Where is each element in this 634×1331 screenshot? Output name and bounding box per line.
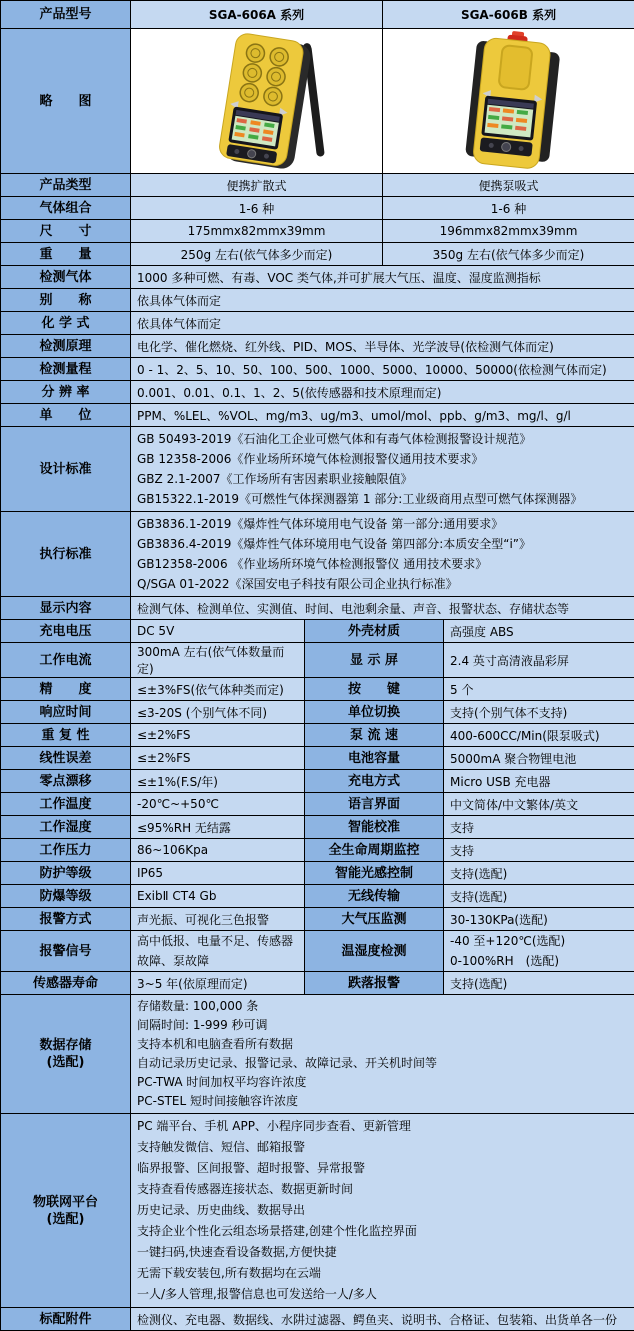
table-row (1, 266, 634, 289)
row-label: 无线传输 (305, 885, 444, 908)
row-label: 报警信号 (1, 931, 131, 972)
row-label: 智能校准 (305, 816, 444, 839)
value-line: 故障、泵故障 (137, 951, 300, 971)
spec-value-b: 196mmx82mmx39mm (383, 220, 634, 243)
table-row (1, 512, 634, 597)
table-row (1, 243, 634, 266)
spec-value-a: 175mmx82mmx39mm (131, 220, 383, 243)
label-line: 物联网平台 (2, 1194, 129, 1211)
row-label: 单位切换 (305, 701, 444, 724)
spec-value: ≤±1%(F.S/年) (131, 770, 305, 793)
standard-line: GB15322.1-2019《可燃性气体探测器第 1 部分:工业级商用点型可燃气体探测器》 (137, 489, 628, 509)
product-photo-cell-b (383, 29, 634, 174)
standard-line: GB3836.1-2019《爆炸性气体环境用电气设备 第一部分:通用要求》 (137, 514, 628, 534)
row-label: 工作温度 (1, 793, 131, 816)
feature-line: 支持查看传感器连接状态、数据更新时间 (137, 1179, 628, 1200)
spec-value: 5 个 (444, 678, 634, 701)
table-row (1, 908, 634, 931)
spec-value: 支持(选配) (444, 972, 634, 995)
spec-value: 声光振、可视化三色报警 (131, 908, 305, 931)
sketch-label: 略 图 (1, 29, 131, 174)
table-row (1, 289, 634, 312)
row-label: 全生命周期监控 (305, 839, 444, 862)
row-label: 化 学 式 (1, 312, 131, 335)
spec-value: ExibⅡ CT4 Gb (131, 885, 305, 908)
spec-value: 0 - 1、2、5、10、50、100、500、1000、5000、10000、50000(依检测气体而定) (131, 358, 634, 381)
table-row (1, 312, 634, 335)
product-photo-diffusion-detector (131, 30, 383, 172)
row-label: 精 度 (1, 678, 131, 701)
table-row (1, 174, 634, 197)
feature-line: 一人/多人管理,报警信息也可发送给一人/多人 (137, 1284, 628, 1305)
spec-value: 86~106Kpa (131, 839, 305, 862)
row-label: 重 复 性 (1, 724, 131, 747)
row-label: 温湿度检测 (305, 931, 444, 972)
value-line: 高中低报、电量不足、传感器 (137, 931, 300, 951)
feature-line: 存储数量: 100,000 条 (137, 997, 628, 1016)
table-row (1, 381, 634, 404)
row-label: 别 称 (1, 289, 131, 312)
spec-value: 支持(选配) (444, 885, 634, 908)
row-label: 传感器寿命 (1, 972, 131, 995)
feature-line: PC-STEL 短时间接触容许浓度 (137, 1092, 628, 1111)
row-label: 单 位 (1, 404, 131, 427)
standard-line: GB 12358-2006《作业场所环境气体检测报警仪通用技术要求》 (137, 449, 628, 469)
row-label: 泵 流 速 (305, 724, 444, 747)
spec-value (131, 931, 305, 972)
spec-value-a: 250g 左右(依气体多少而定) (131, 243, 383, 266)
feature-line: 自动记录历史记录、报警记录、故障记录、开关机时间等 (137, 1054, 628, 1073)
spec-value: Micro USB 充电器 (444, 770, 634, 793)
spec-value: ≤±2%FS (131, 724, 305, 747)
spec-value: 电化学、催化燃烧、红外线、PID、MOS、半导体、光学波导(依检测气体而定) (131, 335, 634, 358)
row-label: 大气压监测 (305, 908, 444, 931)
row-label: 产品类型 (1, 174, 131, 197)
iot-platform-list (131, 1114, 634, 1308)
feature-line: 历史记录、历史曲线、数据导出 (137, 1200, 628, 1221)
standard-line: GB12358-2006 《作业场所环境气体检测报警仪 通用技术要求》 (137, 554, 628, 574)
feature-line: PC-TWA 时间加权平均容许浓度 (137, 1073, 628, 1092)
row-label: 分 辨 率 (1, 381, 131, 404)
feature-line: 间隔时间: 1-999 秒可调 (137, 1016, 628, 1035)
row-label: 防护等级 (1, 862, 131, 885)
row-label: 报警方式 (1, 908, 131, 931)
value-line: -40 至+120℃(选配) (450, 931, 630, 951)
model-b-title: SGA-606B 系列 (383, 1, 634, 29)
product-photo-cell-a (131, 29, 383, 174)
row-label: 显 示 屏 (305, 643, 444, 678)
spec-value: ≤3-20S (个别气体不同) (131, 701, 305, 724)
table-row (1, 620, 634, 643)
spec-value: PPM、%LEL、%VOL、mg/m3、ug/m3、umol/mol、ppb、g/m3、mg/l、g/l (131, 404, 634, 427)
row-label: 工作湿度 (1, 816, 131, 839)
spec-value: 5000mA 聚合物锂电池 (444, 747, 634, 770)
row-label: 标配附件 (1, 1308, 131, 1331)
row-label: 设计标准 (1, 427, 131, 512)
row-label: 气体组合 (1, 197, 131, 220)
row-label: 显示内容 (1, 597, 131, 620)
row-label: 线性误差 (1, 747, 131, 770)
design-standards-list (131, 427, 634, 512)
model-a-title: SGA-606A 系列 (131, 1, 383, 29)
row-label: 执行标准 (1, 512, 131, 597)
data-storage-list (131, 995, 634, 1114)
header-label: 产品型号 (1, 1, 131, 29)
value-line: 0-100%RH (选配) (450, 951, 630, 971)
spec-value-b: 350g 左右(依气体多少而定) (383, 243, 634, 266)
table-row (1, 816, 634, 839)
table-row (1, 747, 634, 770)
table-row (1, 1, 634, 29)
row-label: 检测气体 (1, 266, 131, 289)
feature-line: PC 端平台、手机 APP、小程序同步查看、更新管理 (137, 1116, 628, 1137)
spec-value: 2.4 英寸高清液晶彩屏 (444, 643, 634, 678)
feature-line: 支持企业个性化云组态场景搭建,创建个性化监控界面 (137, 1221, 628, 1242)
spec-value: 依具体气体而定 (131, 289, 634, 312)
row-label: 智能光感控制 (305, 862, 444, 885)
table-row (1, 1308, 634, 1331)
spec-value: 中文简体/中文繁体/英文 (444, 793, 634, 816)
feature-line: 支持本机和电脑查看所有数据 (137, 1035, 628, 1054)
label-line: 数据存储 (2, 1037, 129, 1054)
standard-line: Q/SGA 01-2022《深国安电子科技有限公司企业执行标准》 (137, 574, 628, 594)
table-row (1, 972, 634, 995)
spec-value: ≤95%RH 无结露 (131, 816, 305, 839)
feature-line: 无需下载安装包,所有数据均在云端 (137, 1263, 628, 1284)
table-row (1, 597, 634, 620)
spec-value: 支持 (444, 816, 634, 839)
table-row (1, 885, 634, 908)
table-row (1, 995, 634, 1114)
row-label: 防爆等级 (1, 885, 131, 908)
row-label-iot-platform (1, 1114, 131, 1308)
spec-value-a: 便携扩散式 (131, 174, 383, 197)
spec-value: 支持 (444, 839, 634, 862)
spec-value: 依具体气体而定 (131, 312, 634, 335)
table-row (1, 793, 634, 816)
spec-value: 1000 多种可燃、有毒、VOC 类气体,并可扩展大气压、温度、湿度监测指标 (131, 266, 634, 289)
spec-value: DC 5V (131, 620, 305, 643)
row-label: 检测原理 (1, 335, 131, 358)
table-row (1, 404, 634, 427)
row-label: 尺 寸 (1, 220, 131, 243)
row-label: 电池容量 (305, 747, 444, 770)
spec-value: 检测气体、检测单位、实测值、时间、电池剩余量、声音、报警状态、存储状态等 (131, 597, 634, 620)
table-row (1, 770, 634, 793)
table-row (1, 678, 634, 701)
table-row (1, 643, 634, 678)
table-row (1, 335, 634, 358)
spec-value: 300mA 左右(依气体数量而定) (131, 643, 305, 678)
row-label-data-storage (1, 995, 131, 1114)
spec-value: IP65 (131, 862, 305, 885)
table-row (1, 358, 634, 381)
spec-value (444, 931, 634, 972)
table-row (1, 220, 634, 243)
row-label: 外壳材质 (305, 620, 444, 643)
feature-line: 一键扫码,快速查看设备数据,方便快捷 (137, 1242, 628, 1263)
row-label: 响应时间 (1, 701, 131, 724)
spec-value: 高强度 ABS (444, 620, 634, 643)
table-row (1, 931, 634, 972)
row-label: 按 键 (305, 678, 444, 701)
row-label: 工作电流 (1, 643, 131, 678)
spec-value-b: 便携泵吸式 (383, 174, 634, 197)
standard-line: GB 50493-2019《石油化工企业可燃气体和有毒气体检测报警设计规范》 (137, 429, 628, 449)
table-row (1, 197, 634, 220)
spec-value-a: 1-6 种 (131, 197, 383, 220)
table-row (1, 1114, 634, 1308)
table-row (1, 862, 634, 885)
spec-value-b: 1-6 种 (383, 197, 634, 220)
table-row (1, 29, 634, 174)
row-label: 跌落报警 (305, 972, 444, 995)
feature-line: 临界报警、区间报警、超时报警、异常报警 (137, 1158, 628, 1179)
label-line: (选配) (2, 1054, 129, 1071)
spec-value: 检测仪、充电器、数据线、水阱过滤器、鳄鱼夹、说明书、合格证、包装箱、出货单各一份 (131, 1308, 634, 1331)
spec-value: ≤±2%FS (131, 747, 305, 770)
spec-value: 30-130KPa(选配) (444, 908, 634, 931)
table-row (1, 839, 634, 862)
exec-standards-list (131, 512, 634, 597)
feature-line: 支持触发微信、短信、邮箱报警 (137, 1137, 628, 1158)
row-label: 零点漂移 (1, 770, 131, 793)
spec-value: 400-600CC/Min(限泵吸式) (444, 724, 634, 747)
spec-value: 支持(选配) (444, 862, 634, 885)
product-photo-pump-detector (383, 30, 634, 172)
table-row (1, 701, 634, 724)
spec-value: ≤±3%FS(依气体种类而定) (131, 678, 305, 701)
label-line: (选配) (2, 1211, 129, 1228)
spec-value: -20℃~+50℃ (131, 793, 305, 816)
row-label: 重 量 (1, 243, 131, 266)
row-label: 充电方式 (305, 770, 444, 793)
standard-line: GBZ 2.1-2007《工作场所有害因素职业接触限值》 (137, 469, 628, 489)
row-label: 语言界面 (305, 793, 444, 816)
table-row (1, 427, 634, 512)
spec-value: 3~5 年(依原理而定) (131, 972, 305, 995)
spec-value: 支持(个别气体不支持) (444, 701, 634, 724)
standard-line: GB3836.4-2019《爆炸性气体环境用电气设备 第四部分:本质安全型“i”》 (137, 534, 628, 554)
spec-value: 0.001、0.01、0.1、1、2、5(依传感器和技术原理而定) (131, 381, 634, 404)
row-label: 检测量程 (1, 358, 131, 381)
row-label: 工作压力 (1, 839, 131, 862)
table-row (1, 724, 634, 747)
row-label: 充电电压 (1, 620, 131, 643)
